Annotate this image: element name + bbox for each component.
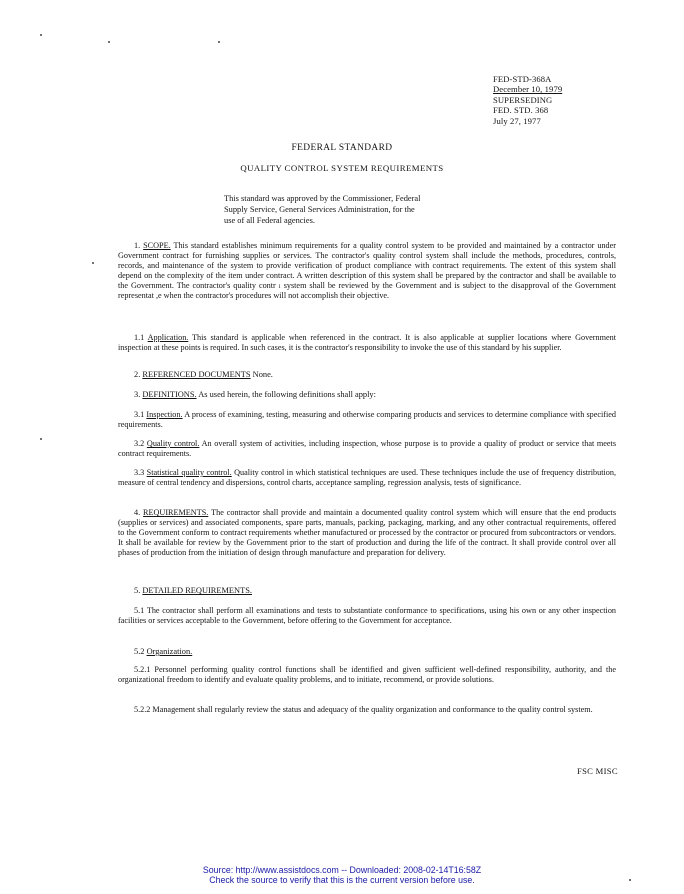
doc-id: FED-STD-368A — [493, 74, 552, 84]
section-number: 1. — [134, 241, 141, 250]
scan-speck — [108, 41, 110, 43]
section-detailed-requirements — [134, 586, 252, 595]
section-organization — [134, 647, 192, 656]
scan-speck — [40, 438, 42, 440]
section-text: Management shall regularly review the status and adequacy of the quality organization and conformance to the quality control system. — [152, 705, 593, 714]
section-referenced-documents — [134, 370, 273, 379]
section-number: 2. — [134, 370, 141, 379]
doc-date: December 10, 1979 — [493, 84, 563, 95]
section-5-2-2 — [118, 705, 616, 715]
approval-line: This standard was approved by the Commissioner, Federal — [224, 194, 421, 203]
section-5-1 — [118, 606, 616, 626]
section-number: 4. — [134, 508, 141, 517]
superseded-doc-id: FED. STD. 368 — [493, 105, 549, 116]
section-text: This standard is applicable when referenced in the contract. It is also applicable at supplier locations where Government inspection at these points is required. In such cases, it is the contractor's responsibility to invoke the use of this standard by his supplier. — [118, 333, 616, 352]
section-number: 5. — [134, 586, 141, 595]
section-number: 5.2 — [134, 647, 145, 656]
section-heading: DETAILED REQUIREMENTS. — [142, 586, 252, 595]
approval-line: use of all Federal agencies. — [224, 216, 315, 225]
section-5-2-1 — [118, 665, 616, 685]
section-text: This standard establishes minimum requirements for a quality control system to be provided and maintained by a contractor under Government contract for furnishing supplies or services. The contractor's quality control system shall include the methods, procedures, controls, records, and maintenance of the system to provide verification of product compliance with contract requirements. The extent of this system shall depend on the complexity of the item under contract. A written description of this system shall be prepared by the contractor and shall be available to the Government. The contractor's quality contr ₗ system shall be reviewed by the Government and is subject to the disapproval of the Government representat ,e when the contractor's procedures will not accomplish their objective. — [118, 241, 616, 300]
section-number: 1.1 — [134, 333, 145, 342]
section-application — [118, 333, 616, 353]
source-footer-note: Check the source to verify that this is the current version before use. — [209, 875, 475, 885]
section-text: A process of examining, testing, measuring and otherwise comparing products and services to determine compliance with specified requirements. — [118, 410, 616, 429]
superseding-label: SUPERSEDING — [493, 94, 553, 105]
section-number: 5.2.2 — [134, 705, 151, 714]
approval-line: Supply Service, General Services Administration, for the — [224, 205, 415, 214]
section-text: Personnel performing quality control functions shall be identified and given sufficient well-defined responsibility, authority, and the organizational freedom to identify and evaluate quality problems, and to initiate, recommend, or provide solutions. — [118, 665, 617, 684]
section-text: None. — [252, 370, 273, 379]
superseded-date: July 27, 1977 — [493, 115, 541, 126]
section-number: 5.1 — [134, 606, 145, 615]
section-heading: DEFINITIONS. — [142, 390, 197, 399]
section-number: 5.2.1 — [134, 665, 151, 674]
section-heading: REFERENCED DOCUMENTS — [142, 370, 251, 379]
section-heading: SCOPE. — [143, 241, 171, 250]
section-text: As used herein, the following definitions shall apply: — [198, 390, 376, 399]
definition-quality-control — [118, 439, 616, 459]
section-scope — [118, 241, 616, 300]
document-subtitle: QUALITY CONTROL SYSTEM REQUIREMENTS — [240, 163, 444, 173]
scan-speck — [218, 41, 220, 43]
section-heading: Quality control. — [146, 439, 200, 448]
section-heading: REQUIREMENTS. — [143, 508, 209, 517]
document-title: FEDERAL STANDARD — [291, 143, 393, 153]
section-heading: Statistical quality control. — [146, 468, 232, 477]
scan-speck — [40, 34, 42, 36]
definition-statistical-quality-control — [118, 468, 616, 488]
approval-statement — [224, 193, 484, 226]
section-heading: Organization. — [146, 647, 193, 656]
section-number: 3.1 — [134, 410, 145, 419]
section-text: The contractor shall perform all examinations and tests to substantiate conformance to specifications, using his own or any other inspection facilities or services acceptable to the Government, before offering to the Government for acceptance. — [118, 606, 617, 625]
section-requirements — [118, 508, 616, 558]
section-heading: Application. — [147, 333, 189, 342]
section-number: 3.2 — [134, 439, 145, 448]
source-footer-line: Source: http://www.assistdocs.com -- Downloaded: 2008-02-14T16:58Z — [202, 865, 482, 875]
section-number: 3. — [134, 390, 141, 399]
definition-inspection — [118, 410, 616, 430]
section-number: 3.3 — [134, 468, 145, 477]
section-text: An overall system of activities, including inspection, whose purpose is to provide a quality of product or service that meets contract requirements. — [118, 439, 617, 458]
scan-speck — [92, 262, 94, 264]
section-definitions — [134, 390, 376, 399]
section-text: Quality control in which statistical techniques are used. These techniques include the use of frequency distribution, measure of central tendency and dispersions, control charts, acceptance sampling, regression analysis, tests of significance. — [118, 468, 617, 487]
section-text: The contractor shall provide and maintain a documented quality control system which will ensure that the end products (supplies or services) and associated components, spare parts, manuals, packing, packaging, marking, and any other contractual requirements, offered to the Government conform to contract requirements whether manufactured or processed by the contractor or procured from subcontractors or vendors. It shall be available for review by the Government prior to the start of production and during the life of the contract. It shall provide control over all phases of production from the initiation of design through manufacture and preparation for delivery. — [118, 508, 617, 557]
scan-speck — [629, 879, 631, 881]
section-heading: Inspection. — [146, 410, 183, 419]
fsc-code: FSC MISC — [577, 766, 618, 776]
document-identifier-block — [493, 74, 562, 126]
